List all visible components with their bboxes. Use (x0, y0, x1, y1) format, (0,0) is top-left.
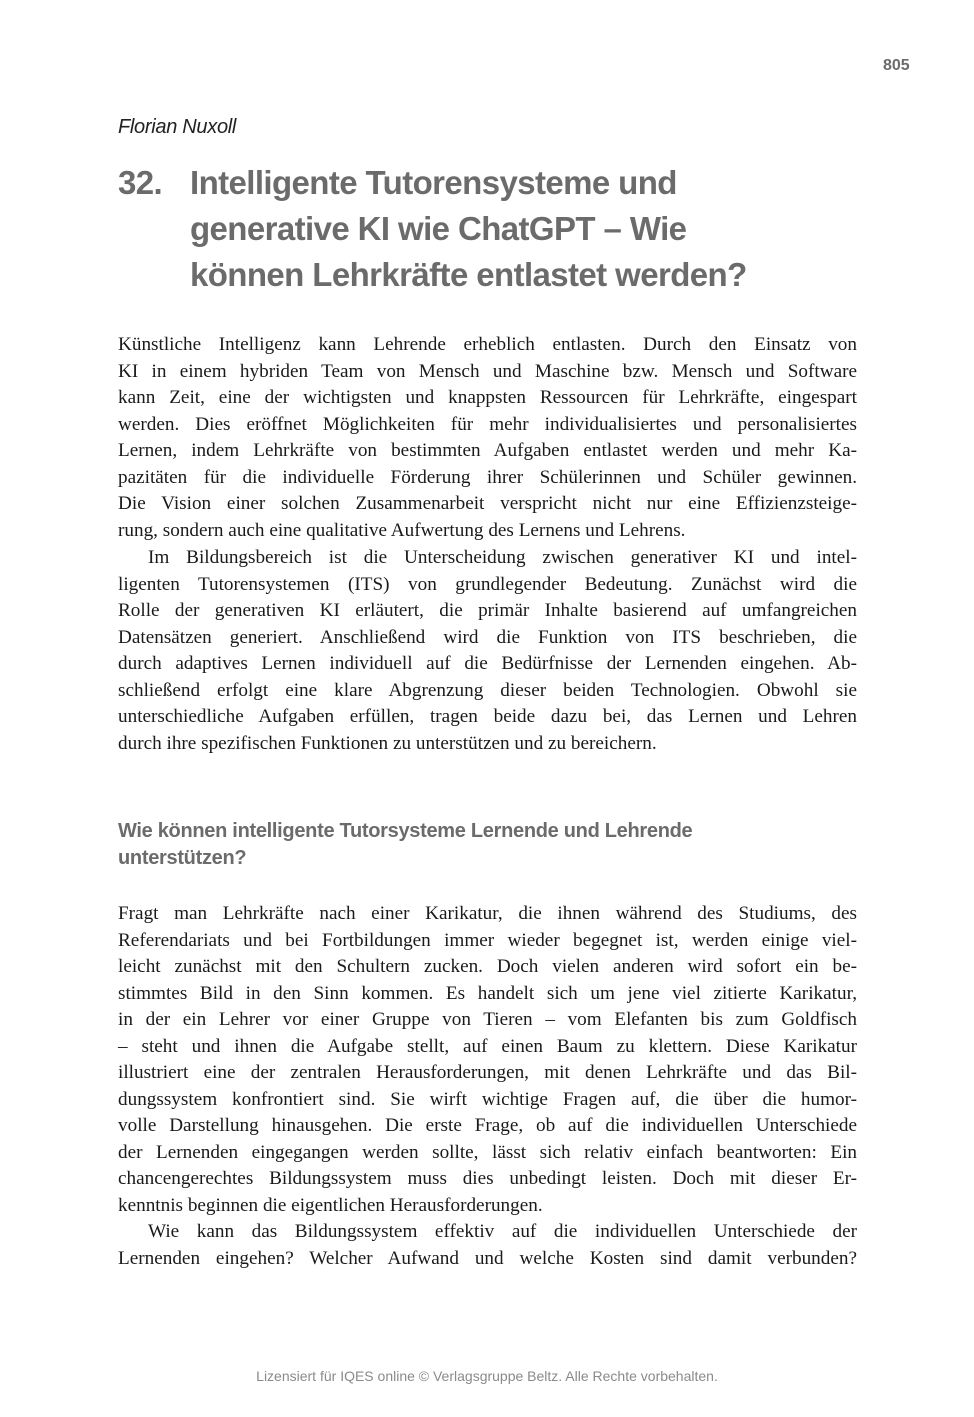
text-line: Referendariats und bei Fortbildungen immer wieder begegnet ist, werden einige viel- (118, 929, 857, 951)
text-line: Im Bildungsbereich ist die Unterscheidung zwischen generativer KI und intel- (148, 547, 857, 568)
intro-paragraph-2 (118, 545, 857, 757)
text-line: Lernenden eingehen? Welcher Aufwand und welche Kosten sind damit verbunden? (118, 1247, 857, 1269)
chapter-title-text (190, 160, 878, 298)
text-line: kann Zeit, eine der wichtigsten und knappsten Ressourcen für Lehrkräfte, eingespart (118, 387, 857, 408)
text-line: ligenten Tutorensystemen (ITS) von grundlegender Bedeutung. Zunächst wird die (118, 573, 857, 595)
chapter-title-line: können Lehrkräfte entlastet werden? (190, 256, 747, 293)
license-footer: Lizensiert für IQES online © Verlagsgruppe Beltz. Alle Rechte vorbehalten. (256, 1368, 718, 1384)
page-number: 805 (883, 57, 910, 74)
paragraph (118, 545, 857, 757)
chapter-number: 32. (118, 164, 163, 201)
chapter-title-line: Intelligente Tutorensysteme und (190, 164, 677, 201)
text-line: Wie kann das Bildungssystem effektiv auf die individuellen Unterschiede der (148, 1221, 857, 1242)
text-line: schließend erfolgt eine klare Abgrenzung dieser beiden Technologien. Obwohl sie (118, 679, 857, 701)
text-line: Die Vision einer solchen Zusammenarbeit verspricht nicht nur eine Effizienzsteige- (118, 493, 857, 514)
text-line: pazitäten für die individuelle Förderung ihrer Schülerinnen und Schüler gewinnen. (118, 466, 857, 488)
text-line: kenntnis beginnen die eigentlichen Herausforderungen. (118, 1194, 543, 1216)
text-line: leicht zunächst mit den Schultern zucken. Doch vielen anderen wird sofort ein be- (118, 956, 857, 977)
chapter-title (118, 160, 878, 298)
text-line: werden. Dies eröffnet Möglichkeiten für mehr individualisiertes und personalisiertes (118, 413, 857, 435)
text-line: der Lernenden eingegangen werden sollte, lässt sich relativ einfach beantworten: Ein (118, 1141, 857, 1163)
intro-paragraph-1 (118, 332, 857, 544)
text-line: dungssystem konfrontiert sind. Sie wirft wichtige Fragen auf, die über die humor- (118, 1088, 857, 1110)
text-line: durch ihre spezifischen Funktionen zu unterstützen und zu bereichern. (118, 732, 657, 754)
text-line: Lernen, indem Lehrkräfte von bestimmten Aufgaben entlastet werden und mehr Ka- (118, 440, 857, 461)
author-name: Florian Nuxoll (118, 116, 237, 138)
text-line: KI in einem hybriden Team von Mensch und Maschine bzw. Mensch und Software (118, 360, 857, 382)
text-line: in der ein Lehrer vor einer Gruppe von Tieren – vom Elefanten bis zum Goldfisch (118, 1009, 857, 1030)
section-heading-line: Wie können intelligente Tutorsysteme Lernende und Lehrende (118, 820, 693, 842)
text-line: volle Darstellung hinausgehen. Die erste Frage, ob auf die individuellen Unterschiede (118, 1115, 857, 1136)
text-line: Rolle der generativen KI erläutert, die primär Inhalte basierend auf umfangreichen (118, 600, 857, 621)
text-line: durch adaptives Lernen individuell auf die Bedürfnisse der Lernenden eingehen. Ab- (118, 653, 857, 674)
paragraph (118, 901, 857, 1219)
text-line: illustriert eine der zentralen Herausforderungen, mit denen Lehrkräfte und das Bil- (118, 1062, 857, 1083)
text-line: Datensätzen generiert. Anschließend wird die Funktion von ITS beschrieben, die (118, 626, 857, 648)
section-heading-line: unterstützen? (118, 847, 247, 869)
paragraph (118, 332, 857, 544)
section-heading (118, 818, 878, 872)
text-line: unterschiedliche Aufgaben erfüllen, tragen beide dazu bei, das Lernen und Lehren (118, 706, 857, 727)
text-line: stimmtes Bild in den Sinn kommen. Es handelt sich um jene viel zitierte Karikatur, (118, 982, 857, 1004)
section-body (118, 901, 857, 1272)
text-line: chancengerechtes Bildungssystem muss dies unbedingt leisten. Doch mit dieser Er- (118, 1168, 857, 1189)
chapter-title-line: generative KI wie ChatGPT – Wie (190, 210, 687, 247)
text-line: Fragt man Lehrkräfte nach einer Karikatur, die ihnen während des Studiums, des (118, 903, 857, 924)
text-line: rung, sondern auch eine qualitative Aufwertung des Lernens und Lehrens. (118, 519, 686, 541)
text-line: Künstliche Intelligenz kann Lehrende erheblich entlasten. Durch den Einsatz von (118, 334, 857, 355)
paragraph (118, 1219, 857, 1272)
text-line: – steht und ihnen die Aufgabe stellt, auf einen Baum zu klettern. Diese Karikatur (118, 1035, 857, 1057)
